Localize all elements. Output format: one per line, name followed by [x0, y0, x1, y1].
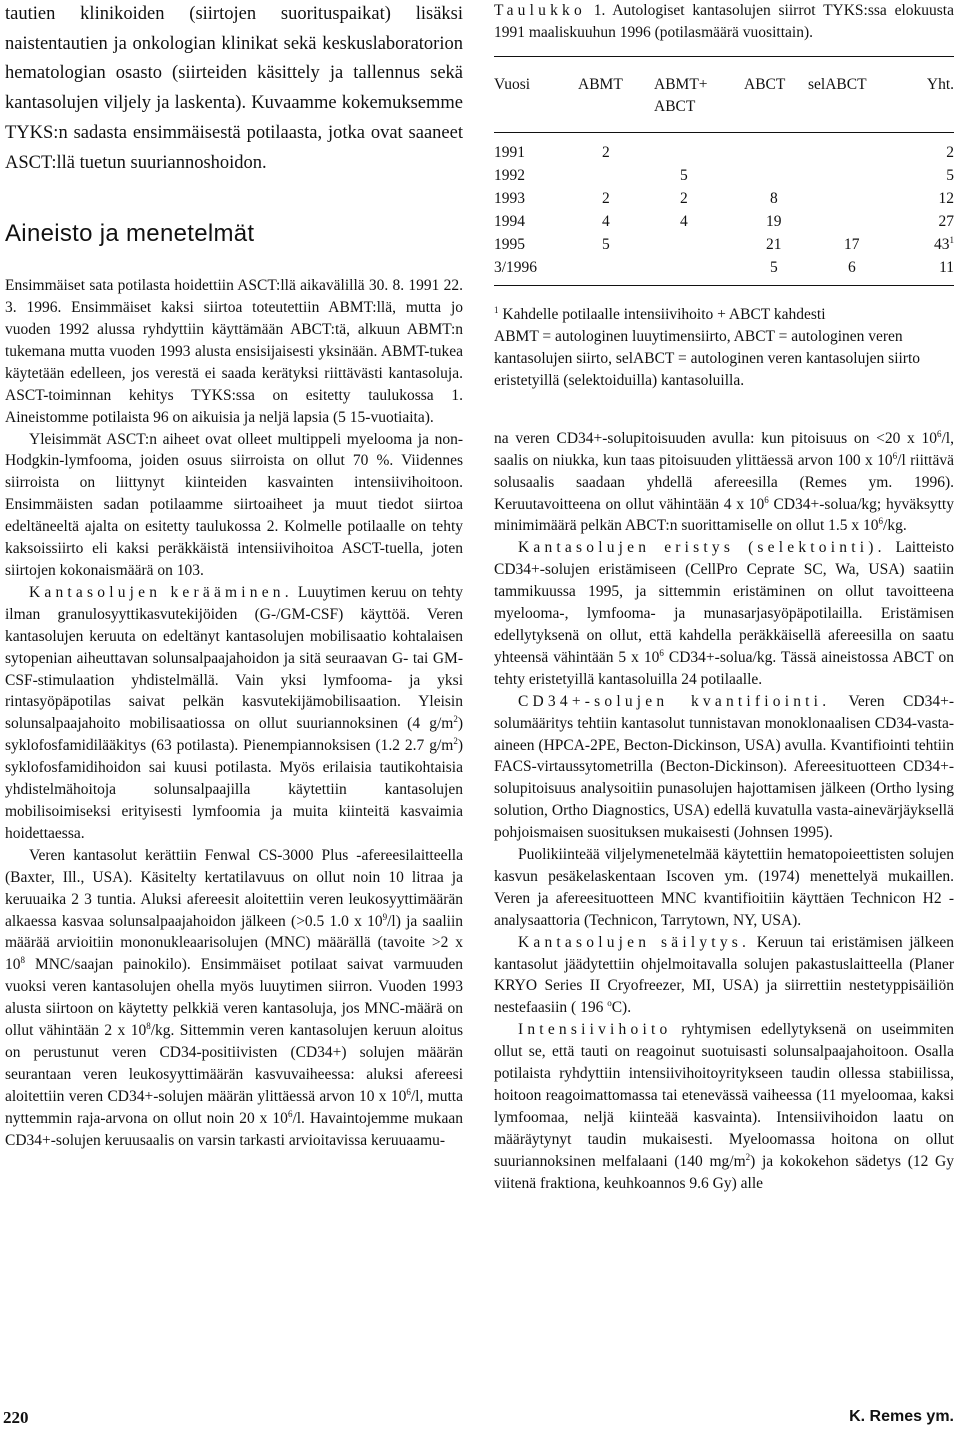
table-caption: Taulukko 1. Autologiset kantasolujen siirrot TYKS:ssa elokuusta 1991 maaliskuuhun 1996 (potilasmäärä vuosittain). — [494, 2, 954, 41]
body-paragraph: CD34+-solujen kvantifiointi. Veren CD34+-solumääritys tehtiin kantasolut tunnistavan monoklonaalisen CD34-vasta-aineen (HPCA-2PE, Becton-Dickinson, USA) avulla. Kvantifiointi tehtiin FACS-virtaussytometrilla (Becton-Dickinson). Afereesituotteen CD34+-solupitoisuus analysoitiin punasolujen hajottamisen jälkeen (Ortho lysing solution, Ortho Diagnostics, USA) edellä kuvatulla vasta-ainevärjäyksellä pohjoismaisen suosituksen mukaisesti (Johnsen 1995). — [494, 692, 954, 842]
table-row: 1995 5 21 17 $43^1$ — [494, 235, 954, 254]
table-header-row — [494, 57, 954, 133]
subheading: CD34+-solujen kvantifiointi. — [518, 692, 831, 710]
subheading: Kantasolujen eristys (selektointi). — [518, 539, 886, 557]
right-column — [494, 0, 954, 1195]
running-footer-author: K. Remes ym. — [849, 1408, 954, 1425]
body-paragraph: Ensimmäiset sata potilasta hoidettiin ASCT:llä aikavälillä 30. 8. 1991 22. 3. 1996. Ensimmäiset kaksi siirtoa toteutettiin ABMT:llä, mutta jo vuoden 1992 alussa ryhdyttiin käyttämään ABCT:tä, alkuun ABMT:n tukemana mutta vuoden 1993 alusta ensisijaisesti yksinään. ABMT-tukea käytetään edelleen, jos verestä ei saada kerätyksi riittävästi kantasoluja. ASCT-toiminnan kehitys TYKS:ssa on esitetty taulukossa 1. Aineistomme potilaista 96 on aikuisia ja neljä lapsia (5 15-vuotiaita). — [5, 277, 463, 426]
body-paragraph: Yleisimmät ASCT:n aiheet ovat olleet multippeli myelooma ja non-Hodgkin-lymfooma, joiden osuus siirroista on ollut 70 %. Viidennes siirroista on liittynyt kiinteiden kasvainten intensiivihoitoon. Ensimmäisten sadan potilaamme siirtoaiheet ja muut tiedot siirtoa edeltäneeltä ajalta on esitetty taulukossa 2. Kolmelle potilaalle on tehty kaksoissiirto eli kaksi peräkkäistä intensiivihoitoa ASCT-tuella, joten siirtojen kokonaismäärä on 103. — [5, 430, 463, 579]
subheading: Kantasolujen kerääminen. — [29, 583, 293, 601]
table-header-cell: Yht. — [926, 76, 954, 94]
table-header-cell: ABMT+ ABCT — [654, 76, 708, 116]
table-row: 1992 5 5 — [494, 167, 954, 185]
table-header-cell: selABCT — [808, 76, 867, 94]
body-paragraph: Intensiivihoito ryhtymisen edellytyksenä on useimmiten ollut se, että tauti on reagoinut suotuisasti solunsalpaajahoitoon. Osalla potilaista ryhdyttiin intensiivihoitoyritykseen taudin ollessa stabiilissa, hoitoon reagoimattomassa tai etenevässä vaiheessa (11 myeloomaa, kaksi lymfoomaa, neljä kiinteää kasvainta). Intensiivihoidon laatu on määräytynyt taudin mukaisesti. Myeloomassa hoitona on ollut suuriannoksinen melfalaani (140 $mg/m^2$) ja kokokehon sädetys (12 Gy viitenä fraktiona, keuhkoannos 9.6 Gy) alle — [494, 1021, 954, 1192]
page-number: 220 — [3, 1408, 29, 1427]
body-paragraph: Kantasolujen kerääminen. Luuytimen keruu on tehty ilman granulosyyttikasvutekijöiden (G-/GM-CSF) käyttöä. Veren kantasolujen keruuta on edeltänyt kantasolujen mobilisaatio kohtalaisen sytopenian aiheuttavan solunsalpaajahoidon ja sitä seuraavan G- tai GM-CSF-stimulaation yhdistelmällä. Vain yksi lymfooma- ja yksi rintasyöpäpotilas saivat pelkän kasvutekijämobilisaation. Yleisin solunsalpaajahoito mobilisaatiossa on ollut suuriannoksinen (4 $g/m^2$) syklofosfamidilääkitys (63 potilasta). Pienempiannoksisen (1.2 2.7 $g/m^2$) syklofosfamidihoidon sai kuusi potilasta. Myös erilaisia tautikohtaisia yhdistelmähoitoja solunsalpaajilla käytettiin kantasolujen mobilisoimiseksi erityisesti lymfoomia ja muita kiinteitä kasvaimia hoidettaessa. — [5, 583, 463, 842]
body-paragraph: Veren kantasolut kerättiin Fenwal CS-3000 Plus -afereesilaitteella (Baxter, Ill., USA). Käsitelty kertatilavuus on ollut noin 10 litraa ja keruuaika 2 3 tuntia. Aluksi afereesit aloitettiin veren leukosyyttimäärän alkaessa kasvaa solunsalpaajahoidon jälkeen (>0.5 1.0 x $10^9/l$) ja saaliin määrää arvioitiin mononukleaarisolujen (MNC) määrällä (tavoite >2 x $10^8$ MNC/saajan painokilo). Ensimmäiset potilaat saivat varmuuden vuoksi veren kantasolujen ohella myös luuytimen siirron. Vuoden 1993 alusta siirtoon on käytetty pelkkiä veren kantasoluja, jos MNC-määrä on ollut vähintään 2 x $10^8/kg$. Sittemmin veren kantasolujen keruun aloitus on perustunut veren CD34-positiivisten (CD34+) solujen määrän seurantaan veren leukosyyttimäärän kasvuvaiheessa: aluksi afereesi aloitettiin veren CD34+-solujen määrän ylittäessä arvon 10 x $10^6/l$, mutta nyttemmin raja-arvona on ollut noin 20 x $10^6/l$. Havaintojemme mukaan CD34+-solujen keruusaalis on varsin tarkasti arvioitavissa keruuaamu- — [5, 846, 464, 1149]
body-paragraph: Kantasolujen eristys (selektointi). Laitteisto CD34+-solujen eristämiseen (CellPro Ceprate SC, Wa, USA) saatiin tammikuussa 1995, ja sittemmin eristäminen on ollut tavoitteena myelooma-, lymfooma- ja munasarjasyöpäpotilailla. Eristämisen edellytyksenä on ollut, että kahdella peräkkäisellä afereesilla on saatu yhteensä vähintään 5 x $10^6$ CD34+-solua/kg. Tässä aineistossa ABCT on tehty eristetyillä kantasoluilla 24 potilaalle. — [494, 539, 955, 688]
table-row: 1994 4 4 19 27 — [494, 213, 954, 231]
body-paragraph: Puolikiinteää viljelymenetelmää käytettiin hematopoieettisten solujen kasvun pesäkelaskentaan Iscoven ym. (1974) menettelyä mukaillen. Veren ja afereesituotteen MNC kvantifioitiin käyttäen Technicon H2 -analysaattoria (Technicon, Tarrytown, NY, USA). — [494, 846, 954, 929]
table-header-cell: Vuosi — [494, 76, 531, 94]
table-row: 3/1996 5 6 11 — [494, 259, 954, 277]
body-paragraph: na veren CD34+-solupitoisuuden avulla: kun pitoisuus on <20 x $10^6/l$, saalis on niukka, kun taas pitoisuuden ylittäessä arvon 100 x $10^6/l$ riittävä solusaalis saadaan yhdellä afereesilla (Remes ym. 1996). Keruutavoitteena on ollut vähintään 4 x $10^6$ CD34+-solua/kg; hyväksytty minimimäärä pelkän ABCT:n suorittamiselle on ollut 1.5 x $10^6/kg$. — [494, 428, 954, 535]
body-paragraph: Kantasolujen säilytys. Keruun tai eristämisen jälkeen kantasolut jäädytettiin ohjelmoitavalla solujen pakastuslaitteella (Planer KRYO Series II Cryofreezer, MI, USA) ja siirrettiin nestetyppisäiliön nestefaasiin ( 196 $^o$C). — [494, 933, 954, 1017]
subheading: Intensiivihoito — [518, 1021, 672, 1039]
data-table — [494, 56, 954, 286]
table-footnote: $^1$ Kahdelle potilaalle intensiivihoito + ABCT kahdesti ABMT = autologinen luuytimensiirto, ABCT = autologinen veren kantasolujen siirto, selABCT = autologinen veren kantasolujen siirto eristetyillä (selektoiduilla) kantasoluilla. — [494, 305, 921, 389]
table-row: 1993 2 2 8 12 — [494, 190, 954, 208]
table-header-cell: ABMT — [578, 76, 623, 94]
left-column — [5, 0, 463, 1151]
table-row: 1991 2 2 — [494, 144, 954, 162]
section-heading: Aineisto ja menetelmät — [5, 220, 255, 248]
intro-paragraph: tautien klinikoiden (siirtojen suorituspaikat) lisäksi naistentautien ja onkologian klinikat sekä keskuslaboratorion hematologian osasto (siirteiden käsittely ja tallennus sekä kantasolujen viljely ja laskenta). Kuvaamme kokemuksemme TYKS:n sadasta ensimmäisestä potilaasta, jotka ovat saaneet ASCT:llä tuetun suuriannoshoidon. — [5, 4, 463, 173]
table-header-cell: ABCT — [744, 76, 786, 94]
subheading: Kantasolujen säilytys. — [518, 933, 751, 951]
